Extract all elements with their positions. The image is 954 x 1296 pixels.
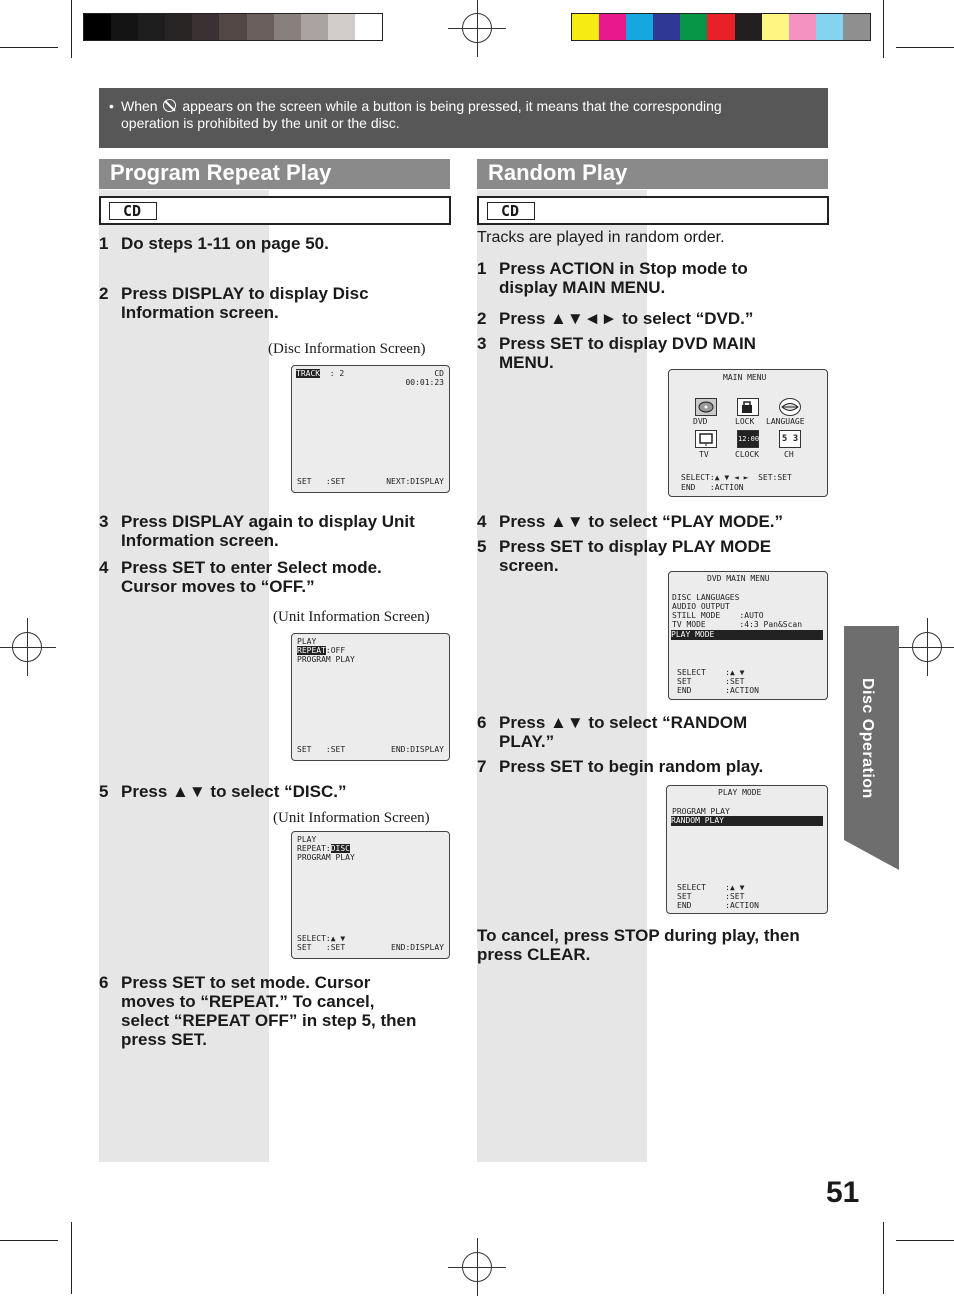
menu-label-tv: TV [699, 450, 709, 459]
left-step-6 [99, 973, 459, 1049]
step-text: Press SET to begin random play. [499, 757, 764, 776]
step-text: display MAIN MENU. [499, 278, 666, 297]
color-swatch [735, 14, 762, 40]
main-menu-screen [668, 369, 828, 497]
dvd-main-menu-screen [668, 571, 828, 700]
elapsed-time: 00:01:23 [405, 378, 444, 387]
screen-footer-right: END:DISPLAY [391, 744, 444, 754]
step-number: 4 [477, 512, 487, 531]
track-value: : 2 [329, 369, 345, 378]
prohibited-icon [163, 99, 176, 112]
crop-mark [0, 1240, 58, 1241]
step-text: press SET. [121, 1030, 207, 1049]
menu-row-highlighted: RANDOM PLAY [671, 816, 823, 826]
registration-mark [462, 13, 492, 43]
menu-label-language: LANGUAGE [766, 417, 805, 426]
random-intro: Tracks are played in random order. [477, 229, 725, 246]
step-text: Press SET to enter Select mode. [121, 558, 382, 577]
screen-footer: SET :SET [677, 677, 745, 686]
cancel-instruction [477, 926, 837, 964]
crop-mark [896, 1240, 954, 1241]
screen-end: END :ACTION [681, 483, 744, 492]
screen-line: PROGRAM PLAY [297, 853, 355, 862]
unit-info-screen-disc [291, 831, 450, 959]
repeat-label: REPEAT: [297, 844, 331, 853]
left-step-4 [99, 558, 459, 596]
step-text: Press ▲▼◄► to select “DVD.” [499, 309, 754, 328]
step-text: PLAY.” [499, 732, 555, 751]
step-number: 1 [477, 259, 487, 278]
tv-icon [695, 430, 717, 448]
step-text: screen. [499, 556, 559, 575]
screen-footer-right: END:DISPLAY [391, 942, 444, 952]
note-banner [99, 88, 828, 148]
clock-icon: 12:00 [737, 430, 759, 448]
screen-footer-left: SET :SET [297, 744, 346, 754]
crop-mark [883, 1222, 884, 1294]
right-step-3 [477, 334, 837, 372]
color-swatch [626, 14, 653, 40]
disc-info-screen [291, 365, 450, 493]
cd-badge: CD [487, 202, 535, 220]
color-swatch [789, 14, 816, 40]
menu-row: AUDIO OUTPUT [672, 602, 730, 611]
color-swatch [192, 14, 219, 40]
screen-line: PLAY [297, 835, 317, 844]
color-swatch [165, 14, 192, 40]
caption-unit-info-2: (Unit Information Screen) [273, 810, 430, 826]
step-text: Press SET to display DVD MAIN [499, 334, 756, 353]
screen-footer: SELECT :▲ ▼ [677, 668, 745, 677]
screen-footer: SELECT :▲ ▼ [677, 883, 745, 892]
step-number: 6 [477, 713, 487, 732]
left-step-1 [99, 234, 459, 253]
step-number: 2 [477, 309, 487, 328]
page-number: 51 [826, 1176, 860, 1209]
section-title-program-repeat: Program Repeat Play [99, 159, 450, 189]
play-mode-screen [666, 785, 828, 914]
menu-label-clock: CLOCK [735, 450, 760, 459]
cancel-text: press CLEAR. [477, 945, 591, 964]
language-icon [779, 398, 801, 416]
color-swatch [328, 14, 355, 40]
crop-mark [0, 47, 58, 48]
step-text: Press ▲▼ to select “DISC.” [121, 782, 347, 801]
menu-row: STILL MODE :AUTO [672, 611, 764, 620]
step-number: 3 [99, 512, 109, 531]
color-swatch [653, 14, 680, 40]
left-step-2 [99, 284, 459, 322]
menu-row: TV MODE :4:3 Pan&Scan [672, 620, 803, 629]
step-number: 3 [477, 334, 487, 353]
step-number: 1 [99, 234, 109, 253]
color-swatch [355, 14, 382, 40]
grayscale-bar [83, 13, 383, 41]
step-text: Press ▲▼ to select “PLAY MODE.” [499, 512, 784, 531]
right-step-5 [477, 537, 837, 575]
screen-title: MAIN MENU [723, 373, 767, 382]
color-swatch [247, 14, 274, 40]
right-step-6 [477, 713, 837, 751]
step-text: Press DISPLAY to display Disc [121, 284, 369, 303]
right-step-4 [477, 512, 837, 531]
step-number: 6 [99, 973, 109, 992]
note-text-line2: operation is prohibited by the unit or the disc. [121, 115, 400, 131]
step-number: 2 [99, 284, 109, 303]
menu-label-ch: CH [784, 450, 794, 459]
menu-row: DISC LANGUAGES [672, 593, 740, 602]
right-step-1 [477, 259, 837, 297]
color-swatch [219, 14, 246, 40]
step-number: 7 [477, 757, 487, 776]
step-text: select “REPEAT OFF” in step 5, then [121, 1011, 417, 1030]
step-text: Information screen. [121, 531, 279, 550]
crop-mark [896, 47, 954, 48]
step-text: Press DISPLAY again to display Unit [121, 512, 415, 531]
screen-footer: END :ACTION [677, 686, 759, 695]
note-text-start: When [121, 98, 162, 114]
disc-cursor: DISC [330, 844, 350, 853]
caption-unit-info: (Unit Information Screen) [273, 609, 430, 625]
disc-type-label: CD [434, 369, 444, 378]
step-number: 4 [99, 558, 109, 577]
step-text: Press ACTION in Stop mode to [499, 259, 748, 278]
crop-mark [71, 1222, 72, 1294]
step-text: Press ▲▼ to select “RANDOM [499, 713, 748, 732]
color-swatch [274, 14, 301, 40]
step-text: moves to “REPEAT.” To cancel, [121, 992, 375, 1011]
menu-label-dvd: DVD [693, 417, 708, 426]
channel-icon: 5 3 [779, 430, 801, 448]
step-text: Cursor moves to “OFF.” [121, 577, 315, 596]
color-swatch [111, 14, 138, 40]
repeat-cursor: REPEAT [297, 646, 326, 655]
color-swatch [84, 14, 111, 40]
cancel-text: To cancel, press STOP during play, then [477, 926, 800, 945]
registration-mark [912, 632, 942, 662]
note-bullet: • [109, 98, 114, 114]
tab-corner [844, 840, 899, 870]
disc-type-box [477, 196, 829, 225]
step-text: Press SET to display PLAY MODE [499, 537, 772, 556]
left-step-3 [99, 512, 459, 550]
color-bar [571, 13, 871, 41]
menu-row-highlighted: PLAY MODE [671, 630, 823, 640]
right-step-2 [477, 309, 837, 328]
screen-footer: SET :SET [677, 892, 745, 901]
cd-badge: CD [109, 202, 157, 220]
registration-mark [12, 632, 42, 662]
color-swatch [599, 14, 626, 40]
color-swatch [680, 14, 707, 40]
step-number: 5 [99, 782, 109, 801]
screen-title: DVD MAIN MENU [707, 574, 770, 583]
screen-line: PROGRAM PLAY [297, 655, 355, 664]
step-text: Press SET to set mode. Cursor [121, 973, 371, 992]
crop-mark [71, 0, 72, 58]
color-swatch [572, 14, 599, 40]
track-label: TRACK [296, 369, 321, 378]
color-swatch [843, 14, 870, 40]
menu-label-lock: LOCK [735, 417, 755, 426]
step-text: Information screen. [121, 303, 279, 322]
color-swatch [138, 14, 165, 40]
repeat-value: :OFF [325, 646, 346, 655]
note-text-end: appears on the screen while a button is being pressed, it means that the corresponding [178, 98, 722, 114]
screen-footer-right: NEXT:DISPLAY [386, 476, 444, 486]
right-step-7 [477, 757, 837, 776]
screen-select: SELECT:▲ ▼ [297, 933, 346, 943]
step-number: 5 [477, 537, 487, 556]
unit-info-screen [291, 633, 450, 761]
screen-select: SELECT:▲ ▼ ◄ ► SET:SET [681, 473, 792, 482]
side-tab [844, 626, 899, 870]
screen-footer: END :ACTION [677, 901, 759, 910]
menu-row: PROGRAM PLAY [672, 807, 730, 816]
color-swatch [762, 14, 789, 40]
disc-type-box [99, 196, 451, 225]
screen-footer-left: SET :SET [297, 942, 346, 952]
color-swatch [707, 14, 734, 40]
screen-footer-left: SET :SET [297, 476, 346, 486]
color-swatch [301, 14, 328, 40]
registration-mark [462, 1252, 492, 1282]
left-step-5 [99, 782, 459, 801]
section-title-random-play: Random Play [477, 159, 828, 189]
color-swatch [816, 14, 843, 40]
step-text: MENU. [499, 353, 554, 372]
disc-icon [695, 398, 717, 416]
caption-disc-info: (Disc Information Screen) [268, 341, 426, 357]
screen-line: PLAY [297, 637, 317, 646]
side-tab-label: Disc Operation [859, 678, 876, 799]
step-text: Do steps 1-11 on page 50. [121, 234, 329, 253]
lock-icon [737, 398, 759, 416]
crop-mark [883, 0, 884, 58]
screen-title: PLAY MODE [718, 788, 762, 797]
